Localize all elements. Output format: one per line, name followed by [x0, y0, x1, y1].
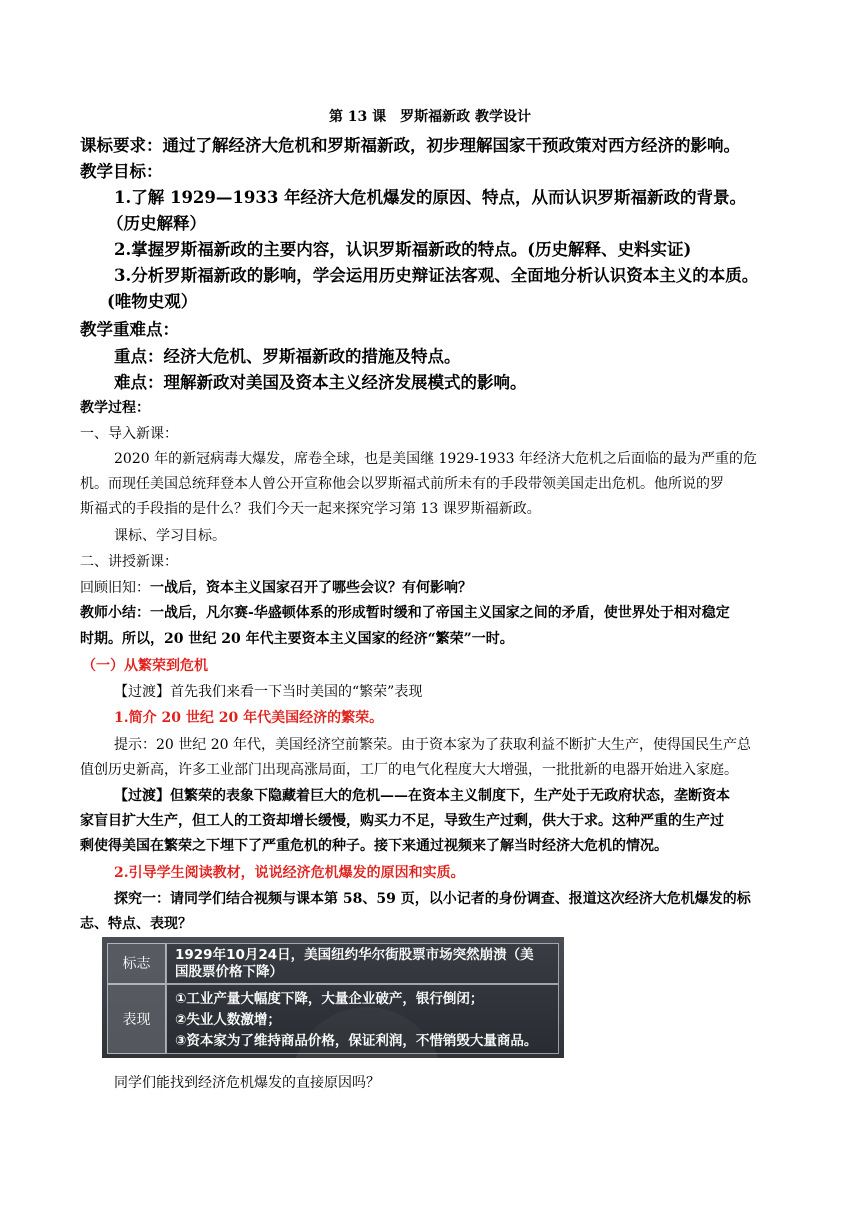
intro-line-3: 斯福式的手段指的是什么？我们今天一起来探究学习第 13 课罗斯福新政。 [80, 501, 541, 517]
intro-line-2: 机。而现任美国总统拜登本人曾公开宣称他会以罗斯福式前所未有的手段带领美国走出危机。他所说的罗 [80, 476, 724, 492]
slide-symptom-1: ①工业产量大幅度下降，大量企业破产，银行倒闭； [175, 991, 484, 1007]
closing-question: 同学们能找到经济危机爆发的直接原因吗？ [114, 1075, 380, 1091]
page-title: 第 13 课 罗斯福新政 教学设计 [328, 109, 532, 125]
objective-2: 2.掌握罗斯福新政的主要内容，认识罗斯福新政的特点。(历史解释、史料实证) [114, 240, 692, 259]
slide-symptom-2: ②失业人数激增； [175, 1012, 281, 1028]
transition-1: 【过渡】首先我们来看一下当时美国的“繁荣”表现 [114, 684, 423, 700]
slide-label-symptoms: 表现 [107, 984, 166, 1054]
hint-line-1: 提示：20 世纪 20 年代，美国经济空前繁荣。由于资本家为了获取利益不断扩大生产，使得国民生产总 [114, 737, 751, 753]
curriculum-requirement [80, 132, 740, 156]
transition-2-line-3: 剩使得美国在繁荣之下埋下了严重危机的种子。接下来通过视频来了解当时经济大危机的情况。 [80, 838, 668, 854]
key-point-difficulty: 难点：理解新政对美国及资本主义经济发展模式的影响。 [114, 373, 527, 392]
key-points-heading: 教学重难点： [80, 320, 179, 339]
summary-line-2: 时期。所以，20 世纪 20 年代主要资本主义国家的经济“繁荣”一时。 [80, 631, 514, 647]
goals-note: 课标、学习目标。 [114, 528, 226, 544]
slide-sign-line-2: 国股票价格下降） [175, 964, 283, 980]
intro-line-1: 2020 年的新冠病毒大爆发，席卷全球，也是美国继 1929-1933 年经济大危机之后面临的最为严重的危 [114, 451, 757, 467]
slide-label-sign: 标志 [107, 943, 166, 984]
explore-line-1: 探究一：请同学们结合视频与课本第 58、59 页，以小记者的身份调查、报道这次经济大危机爆发的标 [114, 891, 751, 907]
explore-line-2: 志、特点、表现？ [80, 916, 192, 932]
review-text: 一战后，资本主义国家召开了哪些会议？有何影响？ [150, 580, 472, 596]
objectives-heading: 教学目标： [80, 162, 163, 181]
key-point-focus: 重点：经济大危机、罗斯福新政的措施及特点。 [114, 347, 461, 366]
curriculum-text: 通过了解经济大危机和罗斯福新政，初步理解国家干预政策对西方经济的影响。 [162, 136, 740, 155]
objective-1-tag: （历史解释） [107, 214, 206, 233]
objective-1: 1.了解 1929—1933 年经济大危机爆发的原因、特点，从而认识罗斯福新政的背景。 [114, 188, 747, 207]
review-label: 回顾旧知： [80, 580, 150, 596]
slide-image [102, 937, 564, 1058]
part-1-heading: （一）从繁荣到危机 [82, 658, 208, 674]
objective-3: 3.分析罗斯福新政的影响，学会运用历史辩证法客观、全面地分析认识资本主义的本质。 [114, 266, 759, 285]
transition-2-line-2: 家盲目扩大生产，但工人的工资却增长缓慢，购买力不足，导致生产过剩，供大于求。这种严重的生产过 [80, 813, 724, 829]
objective-3-tag: (唯物史观） [107, 292, 198, 311]
review-question [80, 577, 472, 597]
point-1: 1.简介 20 世纪 20 年代美国经济的繁荣。 [114, 710, 384, 726]
slide-content-symptoms [166, 984, 559, 1054]
curriculum-label: 课标要求： [80, 136, 163, 155]
slide-sign-line-1: 1929年10月24日，美国纽约华尔街股票市场突然崩溃（美 [175, 947, 534, 963]
section-2-heading: 二、讲授新课： [80, 554, 178, 570]
section-1-heading: 一、导入新课： [80, 426, 178, 442]
process-heading: 教学过程： [80, 400, 150, 416]
slide-content-sign [166, 943, 559, 984]
transition-2-line-1: 【过渡】但繁荣的表象下隐藏着巨大的危机——在资本主义制度下，生产处于无政府状态，垄断资本 [114, 788, 730, 804]
hint-line-2: 值创历史新高，许多工业部门出现高涨局面，工厂的电气化程度大大增强，一批批新的电器开始进入家庭。 [80, 762, 738, 778]
slide-symptom-3: ③资本家为了维持商品价格，保证利润，不惜销毁大量商品。 [175, 1033, 538, 1049]
point-2: 2.引导学生阅读教材，说说经济危机爆发的原因和实质。 [114, 865, 465, 881]
summary-line-1: 教师小结：一战后，凡尔赛-华盛顿体系的形成暂时缓和了帝国主义国家之间的矛盾，使世界处于相对稳定 [80, 605, 730, 621]
